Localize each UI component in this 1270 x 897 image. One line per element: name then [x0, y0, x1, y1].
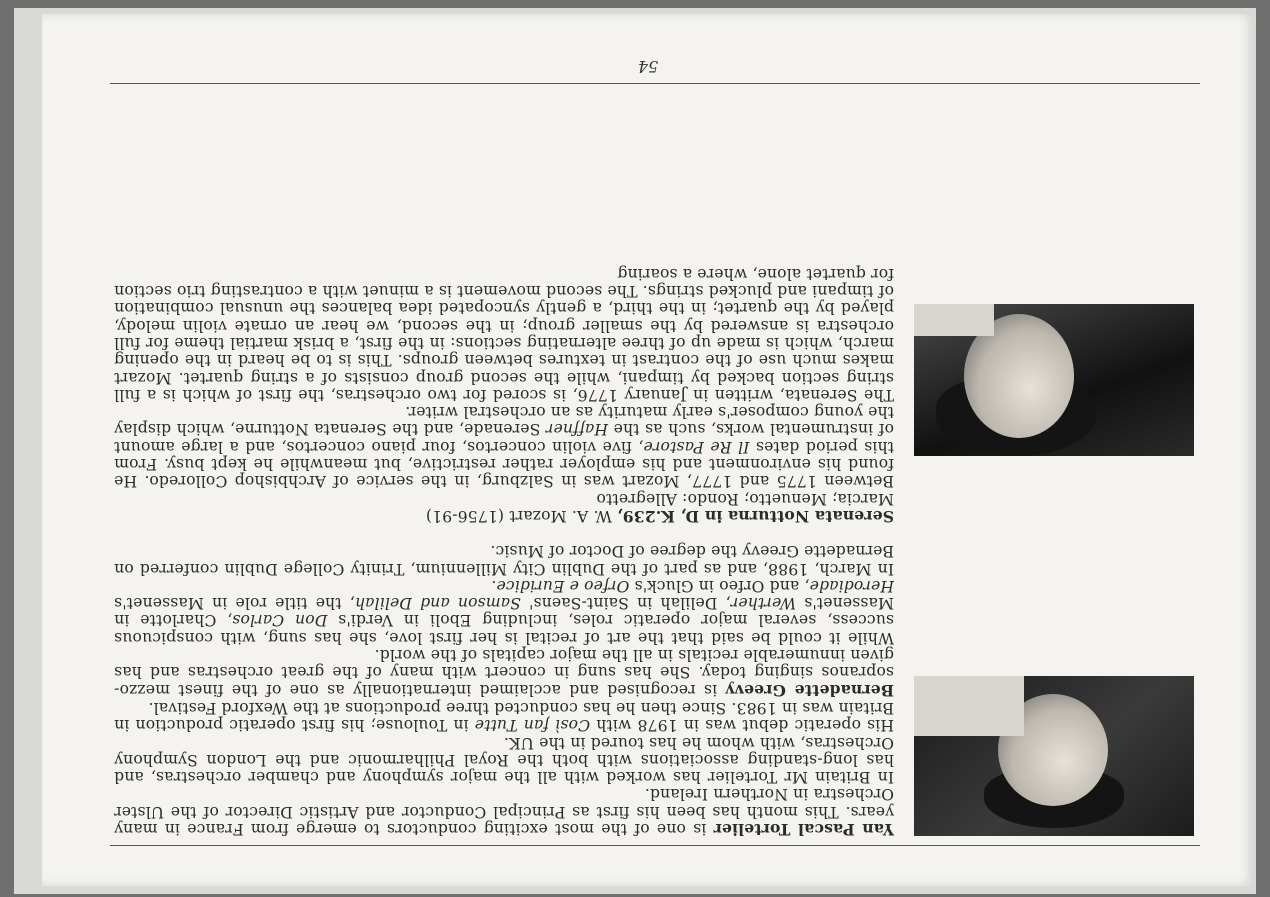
greevy-bio-paragraph: In March, 1988, and as part of the Dublin City Millennium, Trinity College Dublin conferred on Bernadette Greevy the degree of Doctor of Music. — [114, 542, 894, 578]
tortelier-bio-paragraph: Yan Pascal Tortelier is one of the most exciting conductors to emerge from France in many years. This month has been his first as Principal Conductor and Artistic Director of the Ulster Orchestra in Northern Ireland. — [114, 785, 894, 839]
programme-note-paragraph: The Serenata, written in January 1776, is scored for two orchestras, the first of which is a full string section backed by timpani, while the second group consists of a string quartet. Mozart makes much use of the contrast in textures between groups. This is to be heard in the opening march, which is made up of three alternating sections: in the first, a brisk martial theme for full orchestra is answered by the smaller group; in the second, we hear an ornate violin melody, played by the quartet; in the third, a gently syncopated idea balances the unusual combination of timpani and plucked strings. The second movement is a minuet with a contrasting trio section for quartet alone, where a soaring — [114, 264, 894, 404]
portrait-photo-tortelier — [914, 676, 1194, 836]
portrait-shirt — [914, 676, 1024, 736]
portrait-photo-greevy — [914, 304, 1194, 456]
conductor-name: Yan Pascal Tortelier — [713, 820, 894, 839]
work-heading: Serenata Notturna in D, K.239, W. A. Mozart (1756-91) — [425, 506, 894, 526]
programme-text — [114, 265, 894, 839]
section-gap — [114, 525, 894, 542]
portrait-shoulder — [914, 304, 994, 336]
singer-name: Bernadette Greevy — [725, 680, 894, 700]
greevy-bio-paragraph: Bernadette Greevy is recognised and acclaimed internationally as one of the finest mezzo-sopranos singing today. She has sung in concert with many of the great orchestras and has given innumerable recitals in all the major capitals of the world. — [113, 646, 894, 700]
scanned-page — [42, 14, 1254, 886]
programme-note-paragraph: Between 1775 and 1777, Mozart was in Salzburg, in the service of Archbishop Colloredo. He found his environment and his employer rather restrictive, but meanwhile he kept busy. From this period dates Il Re Pastore, five violin concertos, four piano concertos, and a large amount of instrumental works, such as the Haffner Serenade, and the Serenata Notturne, which display the young composer's early maturity as an orchestral writer. — [114, 403, 894, 491]
tortelier-bio-paragraph: His operatic debut was in 1978 with Così fan Tutte in Toulouse; his first operatic production in Britain was in 1983. Since then he has conducted three productions at the Wexford Festival. — [114, 698, 894, 735]
tortelier-bio-paragraph: In Britain Mr Tortelier has worked with all the major symphony and chamber orchestras, and has long-standing associations with both the Royal Philharmonic and the London Symphony Orchestras, with whom he has toured in the UK. — [114, 733, 894, 787]
top-rule — [110, 845, 1200, 846]
page-number: 54 — [637, 57, 659, 76]
greevy-bio-paragraph: While it could be said that the art of recital is her first love, she has sung, with conspicuous success, several major operatic roles, including Eboli in Verdi's Don Carlos, Charlotte in Massenet's Werther, Delilah in Saint-Saens' Samson and Delilah, the title role in Massenet's Herodiade, and Orfeo in Gluck's Orfeo e Euridice. — [114, 576, 894, 647]
work-movements: Marcia; Menuetto; Rondo: Allegretto — [596, 489, 894, 508]
page-content-rotated — [42, 14, 1254, 886]
bottom-rule — [110, 83, 1200, 84]
